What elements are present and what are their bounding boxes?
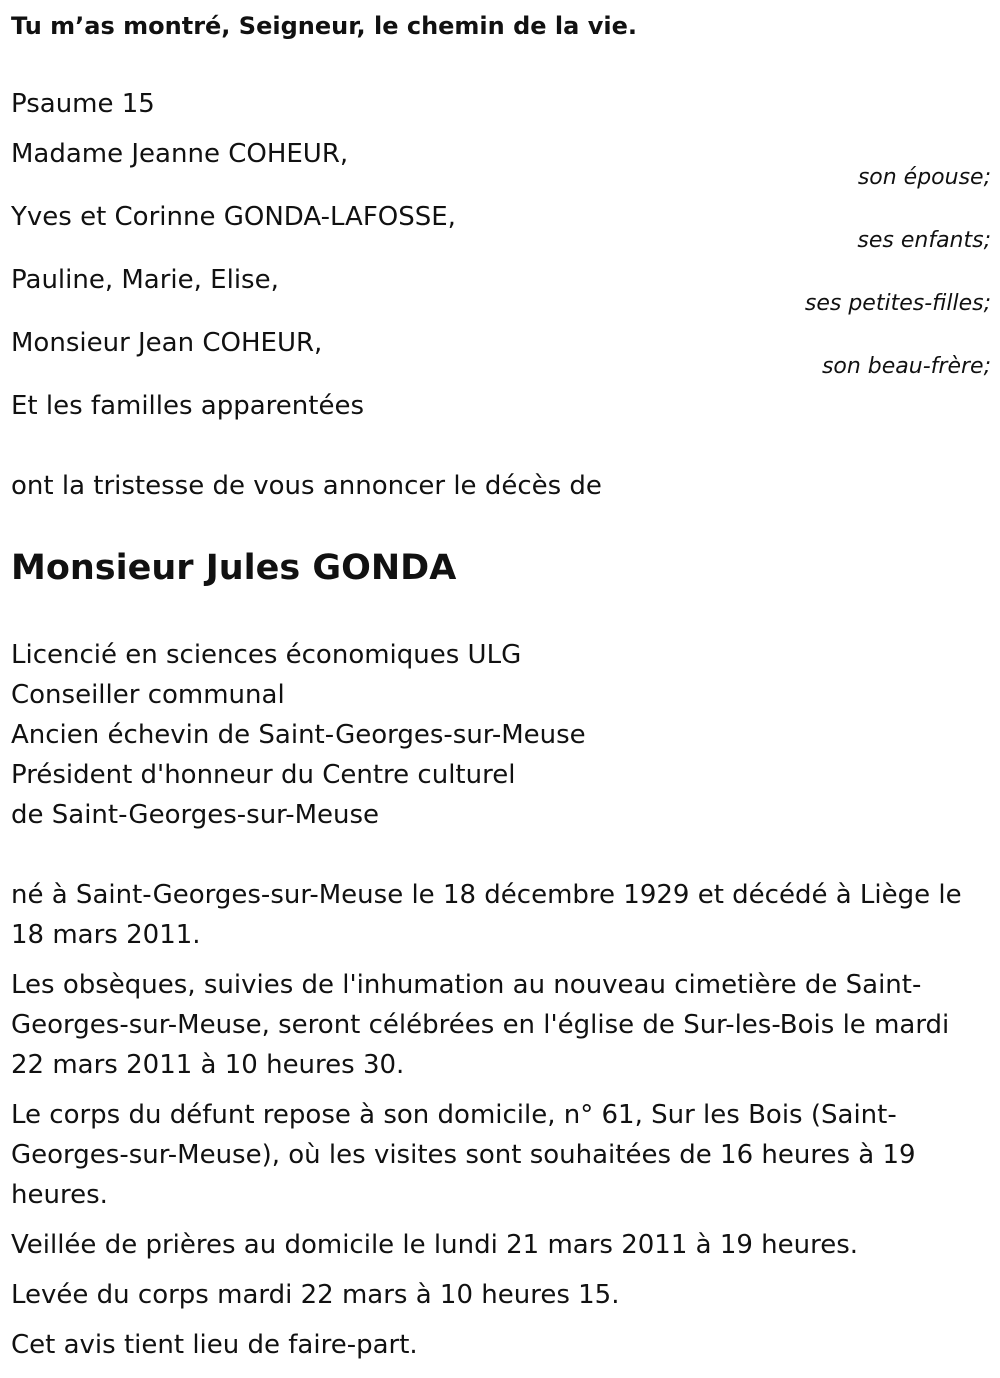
mourner-relation: ses petites-filles; — [804, 291, 991, 316]
title-line: Ancien échevin de Saint-Georges-sur-Meuse — [11, 720, 586, 750]
visitation-paragraph: Le corps du défunt repose à son domicile, n° 61, Sur les Bois (Saint-Georges-sur-Meuse), où les visites sont souhaitées de 16 heures à 19 heures. — [11, 1100, 916, 1210]
mourner-relation: son épouse; — [857, 165, 991, 190]
deceased-titles — [11, 635, 586, 835]
mourner-relation: ses enfants; — [857, 228, 991, 253]
deceased-name: Monsieur Jules GONDA — [11, 548, 457, 588]
title-line: Licencié en sciences économiques ULG — [11, 640, 522, 670]
mourner-name: Yves et Corinne GONDA-LAFOSSE, — [11, 202, 456, 232]
title-line: Conseiller communal — [11, 680, 285, 710]
psalm-reference: Psaume 15 — [11, 89, 155, 119]
vigil-paragraph: Veillée de prières au domicile le lundi 21 mars 2011 à 19 heures. — [11, 1230, 859, 1260]
mourner-name: Pauline, Marie, Elise, — [11, 265, 279, 295]
funeral-paragraph: Les obsèques, suivies de l'inhumation au nouveau cimetière de Saint-Georges-sur-Meuse, seront célébrées en l'église de Sur-les-Bois le mardi 22 mars 2011 à 10 heures 30. — [11, 970, 950, 1080]
procession-paragraph: Levée du corps mardi 22 mars à 10 heures 15. — [11, 1280, 620, 1310]
families-line: Et les familles apparentées — [11, 391, 365, 421]
epigraph: Tu m’as montré, Seigneur, le chemin de la vie. — [11, 12, 637, 40]
notice-paragraph: Cet avis tient lieu de faire-part. — [11, 1330, 418, 1360]
mourner-relation: son beau-frère; — [821, 354, 991, 379]
title-line: de Saint-Georges-sur-Meuse — [11, 800, 380, 830]
mourner-name: Madame Jeanne COHEUR, — [11, 139, 349, 169]
title-line: Président d'honneur du Centre culturel — [11, 760, 516, 790]
announcement-line: ont la tristesse de vous annoncer le décès de — [11, 471, 602, 501]
birth-death-paragraph: né à Saint-Georges-sur-Meuse le 18 décembre 1929 et décédé à Liège le 18 mars 2011. — [11, 880, 962, 950]
mourner-name: Monsieur Jean COHEUR, — [11, 328, 323, 358]
